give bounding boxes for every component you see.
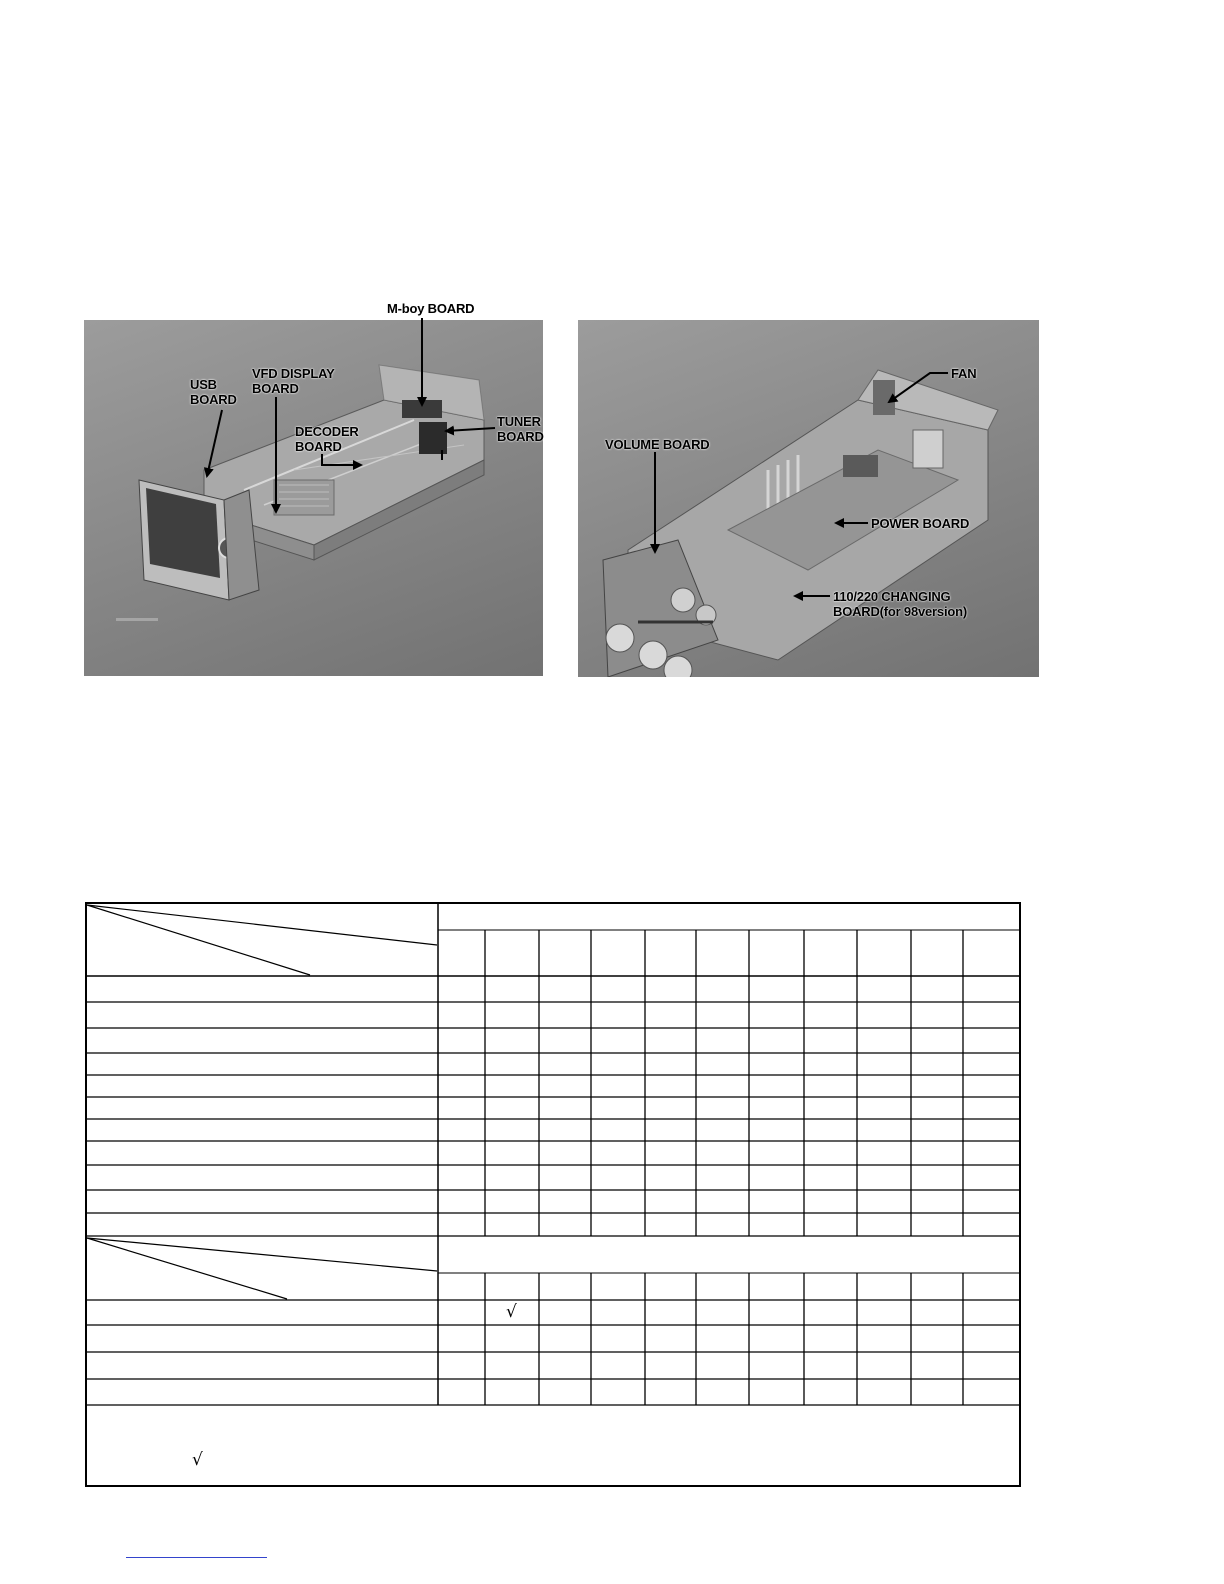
- label-110-220-changing-board: 110/220 CHANGING BOARD(for 98version): [833, 589, 967, 619]
- table-check-mark: √: [506, 1302, 517, 1322]
- footnote-check-mark: √: [192, 1450, 203, 1470]
- label-power-board: POWER BOARD: [871, 516, 970, 531]
- label-tuner-board: TUNER BOARD: [497, 414, 544, 444]
- label-mboy-board: M-boy BOARD: [387, 301, 475, 316]
- link-underline[interactable]: [126, 1557, 267, 1558]
- label-usb-board: USB BOARD: [190, 377, 237, 407]
- label-fan: FAN: [951, 366, 977, 381]
- label-volume-board: VOLUME BOARD: [605, 437, 710, 452]
- label-decoder-board: DECODER BOARD: [295, 424, 359, 454]
- label-vfd-display-board: VFD DISPLAY BOARD: [252, 366, 335, 396]
